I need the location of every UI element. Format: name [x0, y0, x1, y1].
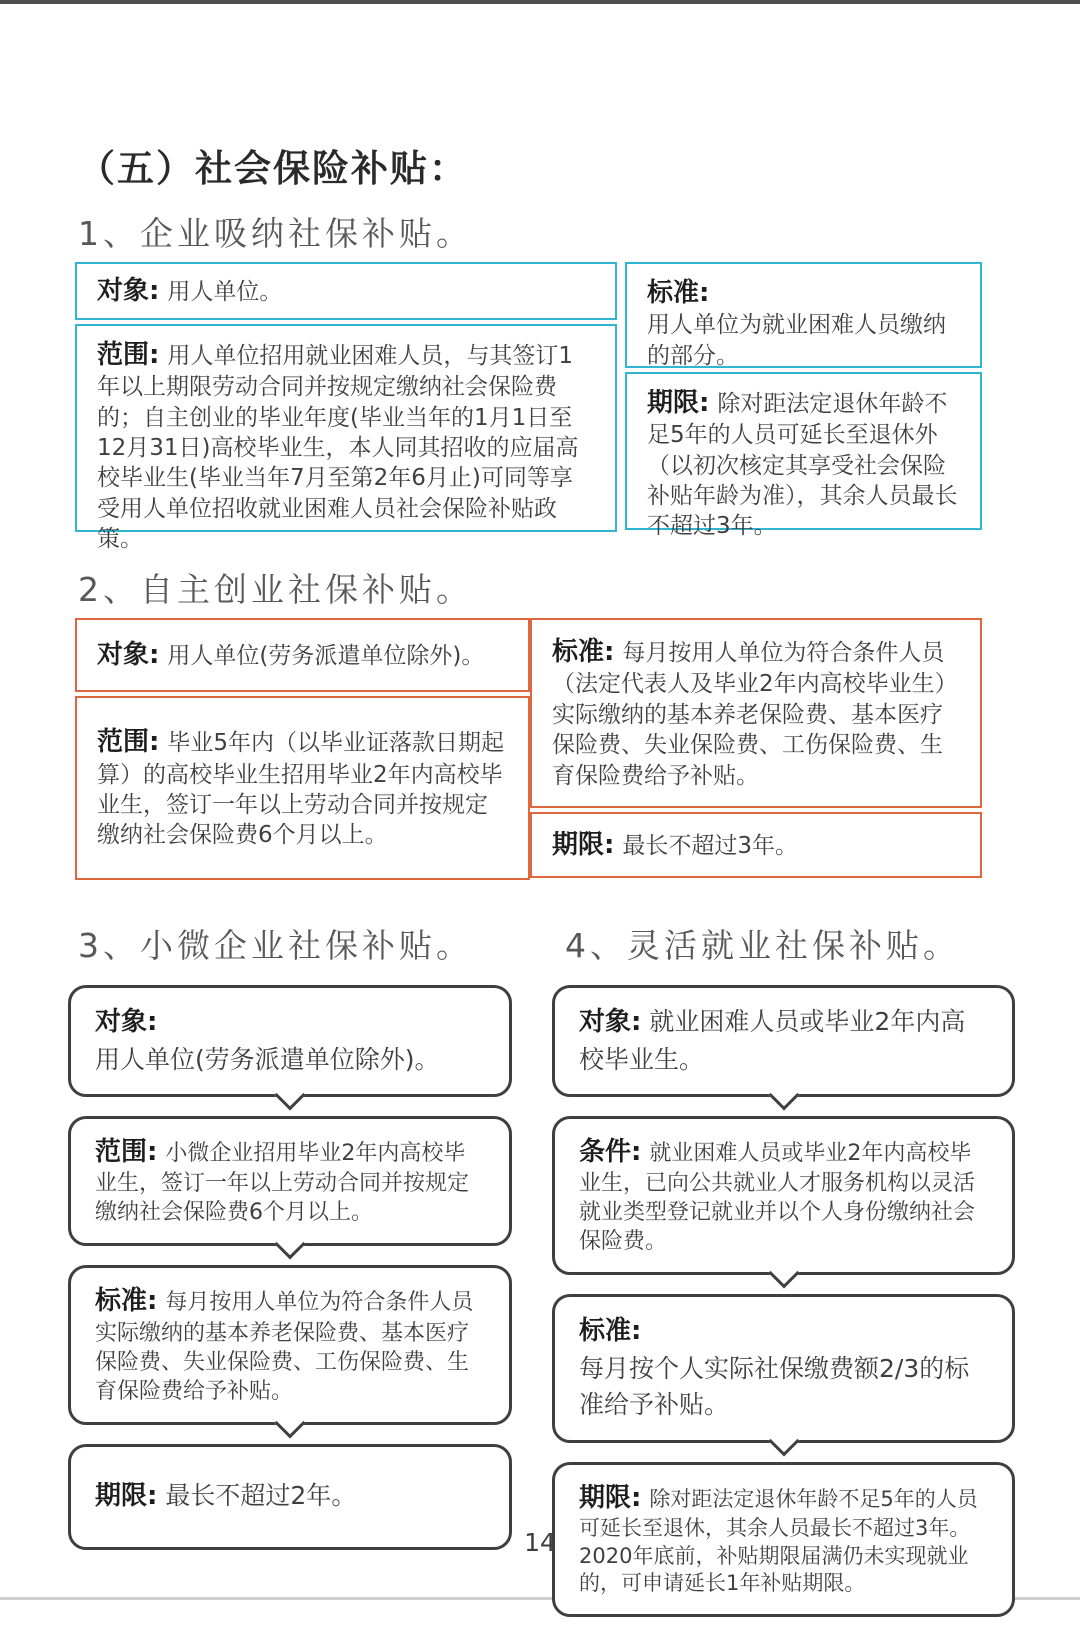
scope-box [75, 696, 530, 880]
section-1-heading: 1、企业吸纳社保补贴。 [78, 214, 473, 253]
page-number: 14 [524, 1528, 556, 1557]
section-3-heading: 3、小微企业社保补贴。 [78, 926, 473, 965]
section-4-heading: 4、灵活就业社保补贴。 [565, 926, 960, 965]
target-label: 对象: [95, 1007, 158, 1037]
target-bubble [552, 985, 1015, 1097]
duration-text: 除对距法定退休年龄不足5年的人员可延长至退休外（以初次核定其享受社会保险补贴年龄为准），其余人员最长不超过3年。 [647, 391, 958, 540]
target-box [75, 262, 617, 320]
section-2-heading: 2、自主创业社保补贴。 [78, 570, 473, 609]
scope-text: 小微企业招用毕业2年内高校毕业生，签订一年以上劳动合同并按规定缴纳社会保险费6个月以上。 [95, 1140, 470, 1226]
standard-bubble [68, 1265, 512, 1424]
duration-box [625, 372, 982, 540]
scope-label: 范围: [97, 727, 160, 758]
target-text: 就业困难人员或毕业2年内高校毕业生。 [579, 1007, 966, 1074]
standard-label: 标准: [552, 637, 615, 668]
standard-label: 标准: [579, 1316, 642, 1347]
scope-box [75, 324, 617, 553]
section-3-column [68, 985, 512, 1569]
scope-text: 用人单位招用就业困难人员，与其签订1年以上期限劳动合同并按规定缴纳社会保险费的；自主创业的毕业年度(毕业当年的1月1日至12月31日)高校毕业生，本人同其招收的应届高校毕业生(毕业当年7月至第2年6月止)可同等享受用人单位招收就业困难人员社会保险补贴政策。 [97, 343, 579, 553]
standard-label: 标准: [95, 1286, 158, 1317]
standard-text: 每月按用人单位为符合条件人员实际缴纳的基本养老保险费、基本医疗保险费、失业保险费、工伤保险费、生育保险费给予补贴。 [95, 1290, 474, 1404]
target-text: 用人单位(劳务派遣单位除外)。 [95, 1044, 440, 1074]
standard-bubble [552, 1294, 1015, 1442]
section-2-right-column [530, 618, 982, 880]
target-text: 用人单位(劳务派遣单位除外)。 [167, 642, 485, 669]
page-title: （五）社会保险补贴： [78, 147, 468, 190]
duration-label: 期限: [552, 829, 615, 860]
standard-text: 每月按个人实际社保缴费额2/3的标准给予补贴。 [579, 1354, 970, 1420]
condition-bubble [552, 1116, 1015, 1275]
duration-box [530, 812, 982, 878]
standard-box [530, 618, 982, 808]
duration-text: 最长不超过2年。 [165, 1480, 357, 1510]
target-bubble [68, 985, 512, 1097]
scope-text: 毕业5年内（以毕业证落款日期起算）的高校毕业生招用毕业2年内高校毕业生，签订一年以上劳动合同并按规定缴纳社会保险费6个月以上。 [97, 730, 505, 849]
condition-text: 就业困难人员或毕业2年内高校毕业生，已向公共就业人才服务机构以灵活就业类型登记就业并以个人身份缴纳社会保险费。 [579, 1140, 976, 1255]
scope-bubble [68, 1116, 512, 1246]
duration-label: 期限: [579, 1482, 642, 1513]
target-label: 对象: [97, 275, 160, 306]
standard-box [625, 262, 982, 368]
section-1-right-column [625, 262, 982, 540]
standard-text: 每月按用人单位为符合条件人员（法定代表人及毕业2年内高校毕业生）实际缴纳的基本养老保险费、基本医疗保险费、失业保险费、工伤保险费、生育保险费给予补贴。 [552, 640, 958, 789]
target-box [75, 618, 530, 692]
duration-text: 除对距法定退休年龄不足5年的人员可延长至退休，其余人员最长不超过3年。2020年底前，补贴期限届满仍未实现就业的，可申请延长1年补贴期限。 [579, 1486, 978, 1596]
scope-label: 范围: [95, 1136, 158, 1167]
target-label: 对象: [579, 1007, 642, 1037]
section-2-left-column [75, 618, 530, 880]
duration-text: 最长不超过3年。 [622, 832, 799, 859]
target-label: 对象: [97, 639, 160, 670]
standard-text: 用人单位为就业困难人员缴纳的部分。 [647, 312, 946, 369]
section-2-table [75, 618, 982, 880]
scope-label: 范围: [97, 340, 160, 370]
section-1-table [75, 262, 982, 553]
condition-label: 条件: [579, 1136, 642, 1167]
duration-label: 期限: [647, 388, 710, 418]
page-top-border [0, 0, 1080, 4]
standard-label: 标准: [647, 278, 710, 308]
section-1-left-column [75, 262, 617, 553]
duration-label: 期限: [95, 1480, 158, 1511]
target-text: 用人单位。 [167, 278, 283, 305]
